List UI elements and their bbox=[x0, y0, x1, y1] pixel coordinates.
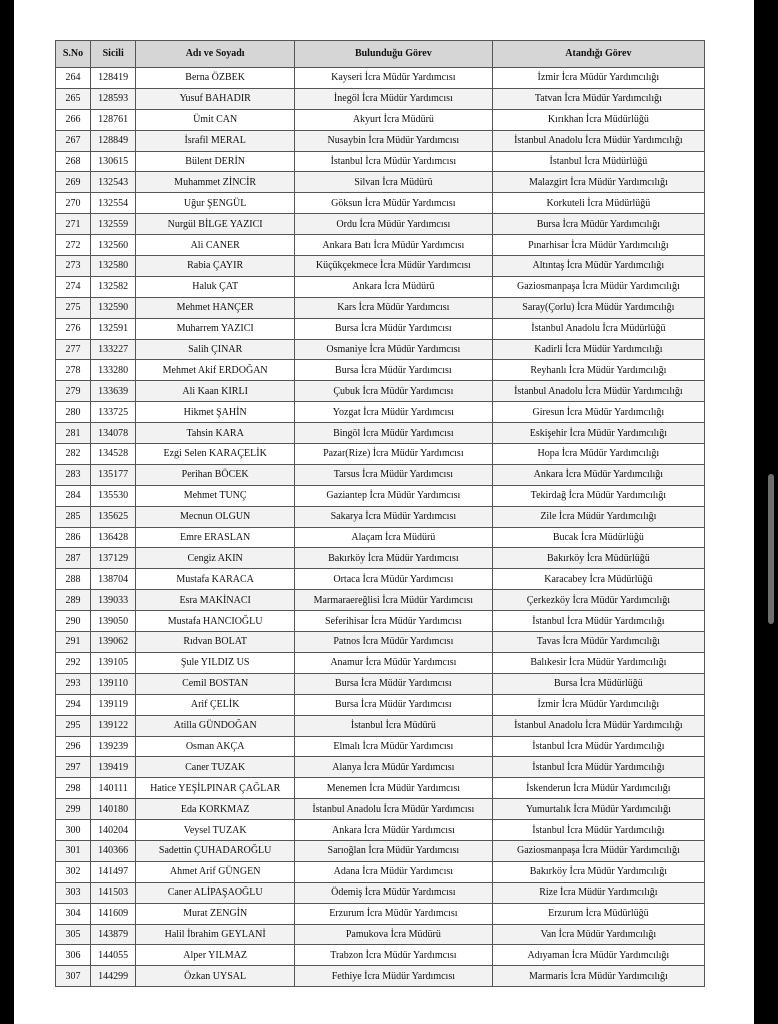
cell-assigned-post: Malazgirt İcra Müdür Yardımcılığı bbox=[492, 172, 704, 193]
table-row bbox=[56, 339, 705, 360]
cell-sicil: 137129 bbox=[91, 548, 136, 569]
cell-sicil: 134078 bbox=[91, 423, 136, 444]
cell-name: Salih ÇINAR bbox=[136, 339, 295, 360]
cell-name: Mustafa KARACA bbox=[136, 569, 295, 590]
cell-current-post: Ankara İcra Müdürü bbox=[294, 276, 492, 297]
table-row bbox=[56, 109, 705, 130]
cell-name: Cemil BOSTAN bbox=[136, 673, 295, 694]
cell-current-post: Alanya İcra Müdür Yardımcısı bbox=[294, 757, 492, 778]
cell-sicil: 144055 bbox=[91, 945, 136, 966]
cell-assigned-post: Korkuteli İcra Müdürlüğü bbox=[492, 193, 704, 214]
cell-name: Ümit CAN bbox=[136, 109, 295, 130]
table-body bbox=[56, 68, 705, 987]
cell-name: Uğur ŞENGÜL bbox=[136, 193, 295, 214]
cell-sno: 287 bbox=[56, 548, 91, 569]
table-row bbox=[56, 214, 705, 235]
cell-sicil: 132559 bbox=[91, 214, 136, 235]
cell-assigned-post: İstanbul İcra Müdür Yardımcılığı bbox=[492, 757, 704, 778]
table-row bbox=[56, 820, 705, 841]
cell-sicil: 139033 bbox=[91, 590, 136, 611]
cell-sno: 285 bbox=[56, 506, 91, 527]
cell-current-post: Pazar(Rize) İcra Müdür Yardımcısı bbox=[294, 444, 492, 465]
cell-assigned-post: Yumurtalık İcra Müdür Yardımcılığı bbox=[492, 799, 704, 820]
table-row bbox=[56, 652, 705, 673]
cell-sno: 300 bbox=[56, 820, 91, 841]
table-row bbox=[56, 966, 705, 987]
cell-sno: 294 bbox=[56, 694, 91, 715]
cell-sicil: 139119 bbox=[91, 694, 136, 715]
cell-current-post: Bursa İcra Müdür Yardımcısı bbox=[294, 318, 492, 339]
cell-name: Ali CANER bbox=[136, 235, 295, 256]
table-row bbox=[56, 464, 705, 485]
cell-sicil: 139110 bbox=[91, 673, 136, 694]
cell-assigned-post: Bakırköy İcra Müdürlüğü bbox=[492, 548, 704, 569]
cell-assigned-post: İstanbul Anadolu İcra Müdür Yardımcılığı bbox=[492, 130, 704, 151]
cell-sno: 286 bbox=[56, 527, 91, 548]
table-row bbox=[56, 360, 705, 381]
cell-name: Muhammet ZİNCİR bbox=[136, 172, 295, 193]
cell-current-post: Ankara Batı İcra Müdür Yardımcısı bbox=[294, 235, 492, 256]
cell-sno: 267 bbox=[56, 130, 91, 151]
cell-sno: 272 bbox=[56, 235, 91, 256]
table-row bbox=[56, 423, 705, 444]
header-name: Adı ve Soyadı bbox=[136, 41, 295, 68]
cell-assigned-post: Bursa İcra Müdür Yardımcılığı bbox=[492, 214, 704, 235]
table-row bbox=[56, 235, 705, 256]
table-row bbox=[56, 276, 705, 297]
table-row bbox=[56, 318, 705, 339]
cell-current-post: Bursa İcra Müdür Yardımcısı bbox=[294, 673, 492, 694]
cell-assigned-post: Balıkesir İcra Müdür Yardımcılığı bbox=[492, 652, 704, 673]
cell-sno: 297 bbox=[56, 757, 91, 778]
cell-sicil: 133639 bbox=[91, 381, 136, 402]
cell-current-post: Adana İcra Müdür Yardımcısı bbox=[294, 861, 492, 882]
cell-sno: 304 bbox=[56, 903, 91, 924]
cell-name: Murat ZENGİN bbox=[136, 903, 295, 924]
cell-current-post: Kars İcra Müdür Yardımcısı bbox=[294, 297, 492, 318]
cell-current-post: Fethiye İcra Müdür Yardımcısı bbox=[294, 966, 492, 987]
cell-assigned-post: Kadirli İcra Müdür Yardımcılığı bbox=[492, 339, 704, 360]
cell-name: Caner TUZAK bbox=[136, 757, 295, 778]
cell-name: Hikmet ŞAHİN bbox=[136, 402, 295, 423]
cell-name: Mehmet HANÇER bbox=[136, 297, 295, 318]
cell-sicil: 132582 bbox=[91, 276, 136, 297]
cell-sicil: 141503 bbox=[91, 882, 136, 903]
cell-name: Veysel TUZAK bbox=[136, 820, 295, 841]
table-row bbox=[56, 172, 705, 193]
cell-name: Rıdvan BOLAT bbox=[136, 632, 295, 653]
cell-current-post: Bursa İcra Müdür Yardımcısı bbox=[294, 694, 492, 715]
table-row bbox=[56, 694, 705, 715]
cell-sicil: 128761 bbox=[91, 109, 136, 130]
cell-current-post: Patnos İcra Müdür Yardımcısı bbox=[294, 632, 492, 653]
cell-name: Esra MAKİNACI bbox=[136, 590, 295, 611]
table-row bbox=[56, 861, 705, 882]
header-sicil: Sicili bbox=[91, 41, 136, 68]
cell-current-post: Tarsus İcra Müdür Yardımcısı bbox=[294, 464, 492, 485]
table-row bbox=[56, 736, 705, 757]
cell-sno: 291 bbox=[56, 632, 91, 653]
table-row bbox=[56, 673, 705, 694]
cell-sicil: 139050 bbox=[91, 611, 136, 632]
table-row bbox=[56, 715, 705, 736]
table-row bbox=[56, 945, 705, 966]
cell-sicil: 133280 bbox=[91, 360, 136, 381]
cell-name: Muharrem YAZICI bbox=[136, 318, 295, 339]
cell-sicil: 140366 bbox=[91, 840, 136, 861]
table-row bbox=[56, 88, 705, 109]
cell-sno: 276 bbox=[56, 318, 91, 339]
table-row bbox=[56, 799, 705, 820]
cell-current-post: Ankara İcra Müdür Yardımcısı bbox=[294, 820, 492, 841]
cell-assigned-post: Bakırköy İcra Müdür Yardımcılığı bbox=[492, 861, 704, 882]
cell-sicil: 132580 bbox=[91, 256, 136, 277]
table-header-row bbox=[56, 41, 705, 68]
cell-name: Sadettin ÇUHADAROĞLU bbox=[136, 840, 295, 861]
cell-current-post: Elmalı İcra Müdür Yardımcısı bbox=[294, 736, 492, 757]
cell-assigned-post: Marmaris İcra Müdür Yardımcılığı bbox=[492, 966, 704, 987]
cell-name: Tahsin KARA bbox=[136, 423, 295, 444]
table-row bbox=[56, 840, 705, 861]
cell-assigned-post: İzmir İcra Müdür Yardımcılığı bbox=[492, 68, 704, 89]
cell-current-post: Pamukova İcra Müdürü bbox=[294, 924, 492, 945]
table-row bbox=[56, 402, 705, 423]
cell-sno: 270 bbox=[56, 193, 91, 214]
cell-assigned-post: Zile İcra Müdür Yardımcılığı bbox=[492, 506, 704, 527]
cell-sno: 284 bbox=[56, 485, 91, 506]
table-row bbox=[56, 548, 705, 569]
cell-sicil: 139239 bbox=[91, 736, 136, 757]
cell-sno: 269 bbox=[56, 172, 91, 193]
cell-sicil: 139419 bbox=[91, 757, 136, 778]
cell-name: Berna ÖZBEK bbox=[136, 68, 295, 89]
cell-name: Osman AKÇA bbox=[136, 736, 295, 757]
cell-assigned-post: Van İcra Müdür Yardımcılığı bbox=[492, 924, 704, 945]
cell-assigned-post: Ankara İcra Müdür Yardımcılığı bbox=[492, 464, 704, 485]
cell-current-post: Ödemiş İcra Müdür Yardımcısı bbox=[294, 882, 492, 903]
cell-name: Arif ÇELİK bbox=[136, 694, 295, 715]
cell-current-post: Anamur İcra Müdür Yardımcısı bbox=[294, 652, 492, 673]
cell-sno: 296 bbox=[56, 736, 91, 757]
cell-sicil: 132590 bbox=[91, 297, 136, 318]
cell-sno: 299 bbox=[56, 799, 91, 820]
cell-assigned-post: Gaziosmanpaşa İcra Müdür Yardımcılığı bbox=[492, 276, 704, 297]
cell-assigned-post: İstanbul İcra Müdür Yardımcılığı bbox=[492, 736, 704, 757]
header-assigned-post: Atandığı Görev bbox=[492, 41, 704, 68]
cell-name: Caner ALİPAŞAOĞLU bbox=[136, 882, 295, 903]
cell-assigned-post: Bucak İcra Müdürlüğü bbox=[492, 527, 704, 548]
cell-current-post: İnegöl İcra Müdür Yardımcısı bbox=[294, 88, 492, 109]
cell-assigned-post: Pınarhisar İcra Müdür Yardımcılığı bbox=[492, 235, 704, 256]
cell-name: Ezgi Selen KARAÇELİK bbox=[136, 444, 295, 465]
cell-sicil: 141609 bbox=[91, 903, 136, 924]
cell-assigned-post: Çerkezköy İcra Müdür Yardımcılığı bbox=[492, 590, 704, 611]
cell-name: Ahmet Arif GÜNGEN bbox=[136, 861, 295, 882]
table-row bbox=[56, 193, 705, 214]
table-row bbox=[56, 924, 705, 945]
cell-sno: 295 bbox=[56, 715, 91, 736]
cell-current-post: Ordu İcra Müdür Yardımcısı bbox=[294, 214, 492, 235]
cell-assigned-post: Erzurum İcra Müdürlüğü bbox=[492, 903, 704, 924]
cell-sno: 306 bbox=[56, 945, 91, 966]
cell-sicil: 128593 bbox=[91, 88, 136, 109]
cell-sicil: 133227 bbox=[91, 339, 136, 360]
cell-sicil: 132591 bbox=[91, 318, 136, 339]
cell-name: Yusuf BAHADIR bbox=[136, 88, 295, 109]
cell-current-post: İstanbul İcra Müdür Yardımcısı bbox=[294, 151, 492, 172]
cell-sno: 277 bbox=[56, 339, 91, 360]
cell-name: Atilla GÜNDOĞAN bbox=[136, 715, 295, 736]
cell-sno: 274 bbox=[56, 276, 91, 297]
cell-assigned-post: İstanbul Anadolu İcra Müdürlüğü bbox=[492, 318, 704, 339]
cell-name: Şule YILDIZ US bbox=[136, 652, 295, 673]
cell-assigned-post: İstanbul İcra Müdür Yardımcılığı bbox=[492, 820, 704, 841]
cell-current-post: Çubuk İcra Müdür Yardımcısı bbox=[294, 381, 492, 402]
cell-sicil: 133725 bbox=[91, 402, 136, 423]
cell-current-post: Menemen İcra Müdür Yardımcısı bbox=[294, 778, 492, 799]
cell-assigned-post: Bursa İcra Müdürlüğü bbox=[492, 673, 704, 694]
table-row bbox=[56, 757, 705, 778]
table-row bbox=[56, 590, 705, 611]
table-row bbox=[56, 297, 705, 318]
cell-current-post: Akyurt İcra Müdürü bbox=[294, 109, 492, 130]
cell-current-post: Erzurum İcra Müdür Yardımcısı bbox=[294, 903, 492, 924]
cell-assigned-post: Kırıkhan İcra Müdürlüğü bbox=[492, 109, 704, 130]
cell-current-post: Seferihisar İcra Müdür Yardımcısı bbox=[294, 611, 492, 632]
cell-sno: 273 bbox=[56, 256, 91, 277]
cell-current-post: Gaziantep İcra Müdür Yardımcısı bbox=[294, 485, 492, 506]
cell-sicil: 140204 bbox=[91, 820, 136, 841]
cell-sno: 282 bbox=[56, 444, 91, 465]
cell-assigned-post: Giresun İcra Müdür Yardımcılığı bbox=[492, 402, 704, 423]
cell-assigned-post: Adıyaman İcra Müdür Yardımcılığı bbox=[492, 945, 704, 966]
table-row bbox=[56, 68, 705, 89]
cell-assigned-post: Reyhanlı İcra Müdür Yardımcılığı bbox=[492, 360, 704, 381]
cell-sicil: 128419 bbox=[91, 68, 136, 89]
header-current-post: Bulunduğu Görev bbox=[294, 41, 492, 68]
cell-sicil: 132560 bbox=[91, 235, 136, 256]
table-row bbox=[56, 569, 705, 590]
cell-sno: 281 bbox=[56, 423, 91, 444]
cell-name: İsrafil MERAL bbox=[136, 130, 295, 151]
cell-sno: 278 bbox=[56, 360, 91, 381]
cell-current-post: Nusaybin İcra Müdür Yardımcısı bbox=[294, 130, 492, 151]
cell-current-post: İstanbul İcra Müdürü bbox=[294, 715, 492, 736]
cell-sno: 283 bbox=[56, 464, 91, 485]
cell-assigned-post: Tatvan İcra Müdür Yardımcılığı bbox=[492, 88, 704, 109]
header-sno: S.No bbox=[56, 41, 91, 68]
cell-current-post: Bakırköy İcra Müdür Yardımcısı bbox=[294, 548, 492, 569]
cell-name: Nurgül BİLGE YAZICI bbox=[136, 214, 295, 235]
cell-sicil: 140111 bbox=[91, 778, 136, 799]
cell-sicil: 135530 bbox=[91, 485, 136, 506]
cell-sno: 290 bbox=[56, 611, 91, 632]
cell-sicil: 132554 bbox=[91, 193, 136, 214]
table-row bbox=[56, 527, 705, 548]
cell-assigned-post: İskenderun İcra Müdür Yardımcılığı bbox=[492, 778, 704, 799]
cell-current-post: İstanbul Anadolu İcra Müdür Yardımcısı bbox=[294, 799, 492, 820]
cell-name: Mehmet TUNÇ bbox=[136, 485, 295, 506]
cell-name: Perihan BÖCEK bbox=[136, 464, 295, 485]
cell-name: Mehmet Akif ERDOĞAN bbox=[136, 360, 295, 381]
cell-name: Alper YILMAZ bbox=[136, 945, 295, 966]
cell-sicil: 139062 bbox=[91, 632, 136, 653]
cell-sno: 288 bbox=[56, 569, 91, 590]
table-row bbox=[56, 903, 705, 924]
cell-assigned-post: Saray(Çorlu) İcra Müdür Yardımcılığı bbox=[492, 297, 704, 318]
cell-name: Cengiz AKIN bbox=[136, 548, 295, 569]
cell-sicil: 132543 bbox=[91, 172, 136, 193]
cell-name: Özkan UYSAL bbox=[136, 966, 295, 987]
cell-name: Emre ERASLAN bbox=[136, 527, 295, 548]
cell-sicil: 130615 bbox=[91, 151, 136, 172]
cell-name: Haluk ÇAT bbox=[136, 276, 295, 297]
table-row bbox=[56, 381, 705, 402]
table-row bbox=[56, 151, 705, 172]
cell-assigned-post: Rize İcra Müdür Yardımcılığı bbox=[492, 882, 704, 903]
cell-name: Halil İbrahim GEYLANİ bbox=[136, 924, 295, 945]
cell-assigned-post: Tekirdağ İcra Müdür Yardımcılığı bbox=[492, 485, 704, 506]
cell-sicil: 134528 bbox=[91, 444, 136, 465]
table-row bbox=[56, 632, 705, 653]
cell-assigned-post: Tavas İcra Müdür Yardımcılığı bbox=[492, 632, 704, 653]
cell-current-post: Yozgat İcra Müdür Yardımcısı bbox=[294, 402, 492, 423]
cell-sicil: 135177 bbox=[91, 464, 136, 485]
cell-assigned-post: İstanbul İcra Müdür Yardımcılığı bbox=[492, 611, 704, 632]
cell-assigned-post: İstanbul Anadolu İcra Müdür Yardımcılığı bbox=[492, 715, 704, 736]
scrollbar-thumb[interactable] bbox=[768, 474, 774, 624]
table-row bbox=[56, 485, 705, 506]
cell-sno: 298 bbox=[56, 778, 91, 799]
cell-assigned-post: Altıntaş İcra Müdür Yardımcılığı bbox=[492, 256, 704, 277]
cell-sno: 264 bbox=[56, 68, 91, 89]
cell-name: Eda KORKMAZ bbox=[136, 799, 295, 820]
cell-sno: 265 bbox=[56, 88, 91, 109]
cell-assigned-post: Karacabey İcra Müdürlüğü bbox=[492, 569, 704, 590]
cell-name: Bülent DERİN bbox=[136, 151, 295, 172]
cell-sicil: 128849 bbox=[91, 130, 136, 151]
cell-sno: 289 bbox=[56, 590, 91, 611]
table-row bbox=[56, 256, 705, 277]
cell-sno: 302 bbox=[56, 861, 91, 882]
cell-current-post: Sarıoğlan İcra Müdür Yardımcısı bbox=[294, 840, 492, 861]
cell-assigned-post: İzmir İcra Müdür Yardımcılığı bbox=[492, 694, 704, 715]
cell-sicil: 140180 bbox=[91, 799, 136, 820]
cell-sno: 280 bbox=[56, 402, 91, 423]
table-row bbox=[56, 611, 705, 632]
cell-assigned-post: İstanbul Anadolu İcra Müdür Yardımcılığı bbox=[492, 381, 704, 402]
cell-sno: 292 bbox=[56, 652, 91, 673]
cell-current-post: Silvan İcra Müdürü bbox=[294, 172, 492, 193]
cell-current-post: Trabzon İcra Müdür Yardımcısı bbox=[294, 945, 492, 966]
cell-sicil: 141497 bbox=[91, 861, 136, 882]
cell-sicil: 138704 bbox=[91, 569, 136, 590]
cell-sno: 303 bbox=[56, 882, 91, 903]
assignment-table bbox=[55, 40, 705, 987]
cell-current-post: Bingöl İcra Müdür Yardımcısı bbox=[294, 423, 492, 444]
cell-sno: 268 bbox=[56, 151, 91, 172]
table-row bbox=[56, 130, 705, 151]
cell-sicil: 139122 bbox=[91, 715, 136, 736]
cell-assigned-post: Gaziosmanpaşa İcra Müdür Yardımcılığı bbox=[492, 840, 704, 861]
cell-sno: 307 bbox=[56, 966, 91, 987]
cell-sicil: 143879 bbox=[91, 924, 136, 945]
cell-sno: 279 bbox=[56, 381, 91, 402]
cell-name: Rabia ÇAYIR bbox=[136, 256, 295, 277]
cell-sicil: 144299 bbox=[91, 966, 136, 987]
cell-current-post: Küçükçekmece İcra Müdür Yardımcısı bbox=[294, 256, 492, 277]
cell-sno: 293 bbox=[56, 673, 91, 694]
cell-sicil: 139105 bbox=[91, 652, 136, 673]
cell-sno: 305 bbox=[56, 924, 91, 945]
cell-sno: 301 bbox=[56, 840, 91, 861]
cell-sno: 271 bbox=[56, 214, 91, 235]
cell-current-post: Göksun İcra Müdür Yardımcısı bbox=[294, 193, 492, 214]
cell-name: Ali Kaan KIRLI bbox=[136, 381, 295, 402]
cell-current-post: Bursa İcra Müdür Yardımcısı bbox=[294, 360, 492, 381]
cell-sno: 275 bbox=[56, 297, 91, 318]
cell-sno: 266 bbox=[56, 109, 91, 130]
cell-name: Mecnun OLGUN bbox=[136, 506, 295, 527]
cell-current-post: Osmaniye İcra Müdür Yardımcısı bbox=[294, 339, 492, 360]
cell-current-post: Sakarya İcra Müdür Yardımcısı bbox=[294, 506, 492, 527]
cell-sicil: 136428 bbox=[91, 527, 136, 548]
cell-assigned-post: Eskişehir İcra Müdür Yardımcılığı bbox=[492, 423, 704, 444]
cell-name: Hatice YEŞİLPINAR ÇAĞLAR bbox=[136, 778, 295, 799]
table-row bbox=[56, 444, 705, 465]
cell-sicil: 135625 bbox=[91, 506, 136, 527]
table-row bbox=[56, 506, 705, 527]
cell-name: Mustafa HANCIOĞLU bbox=[136, 611, 295, 632]
cell-current-post: Kayseri İcra Müdür Yardımcısı bbox=[294, 68, 492, 89]
cell-current-post: Marmaraereğlisi İcra Müdür Yardımcısı bbox=[294, 590, 492, 611]
cell-assigned-post: Hopa İcra Müdür Yardımcılığı bbox=[492, 444, 704, 465]
cell-current-post: Alaçam İcra Müdürü bbox=[294, 527, 492, 548]
cell-current-post: Ortaca İcra Müdür Yardımcısı bbox=[294, 569, 492, 590]
cell-assigned-post: İstanbul İcra Müdürlüğü bbox=[492, 151, 704, 172]
table-row bbox=[56, 882, 705, 903]
table-row bbox=[56, 778, 705, 799]
